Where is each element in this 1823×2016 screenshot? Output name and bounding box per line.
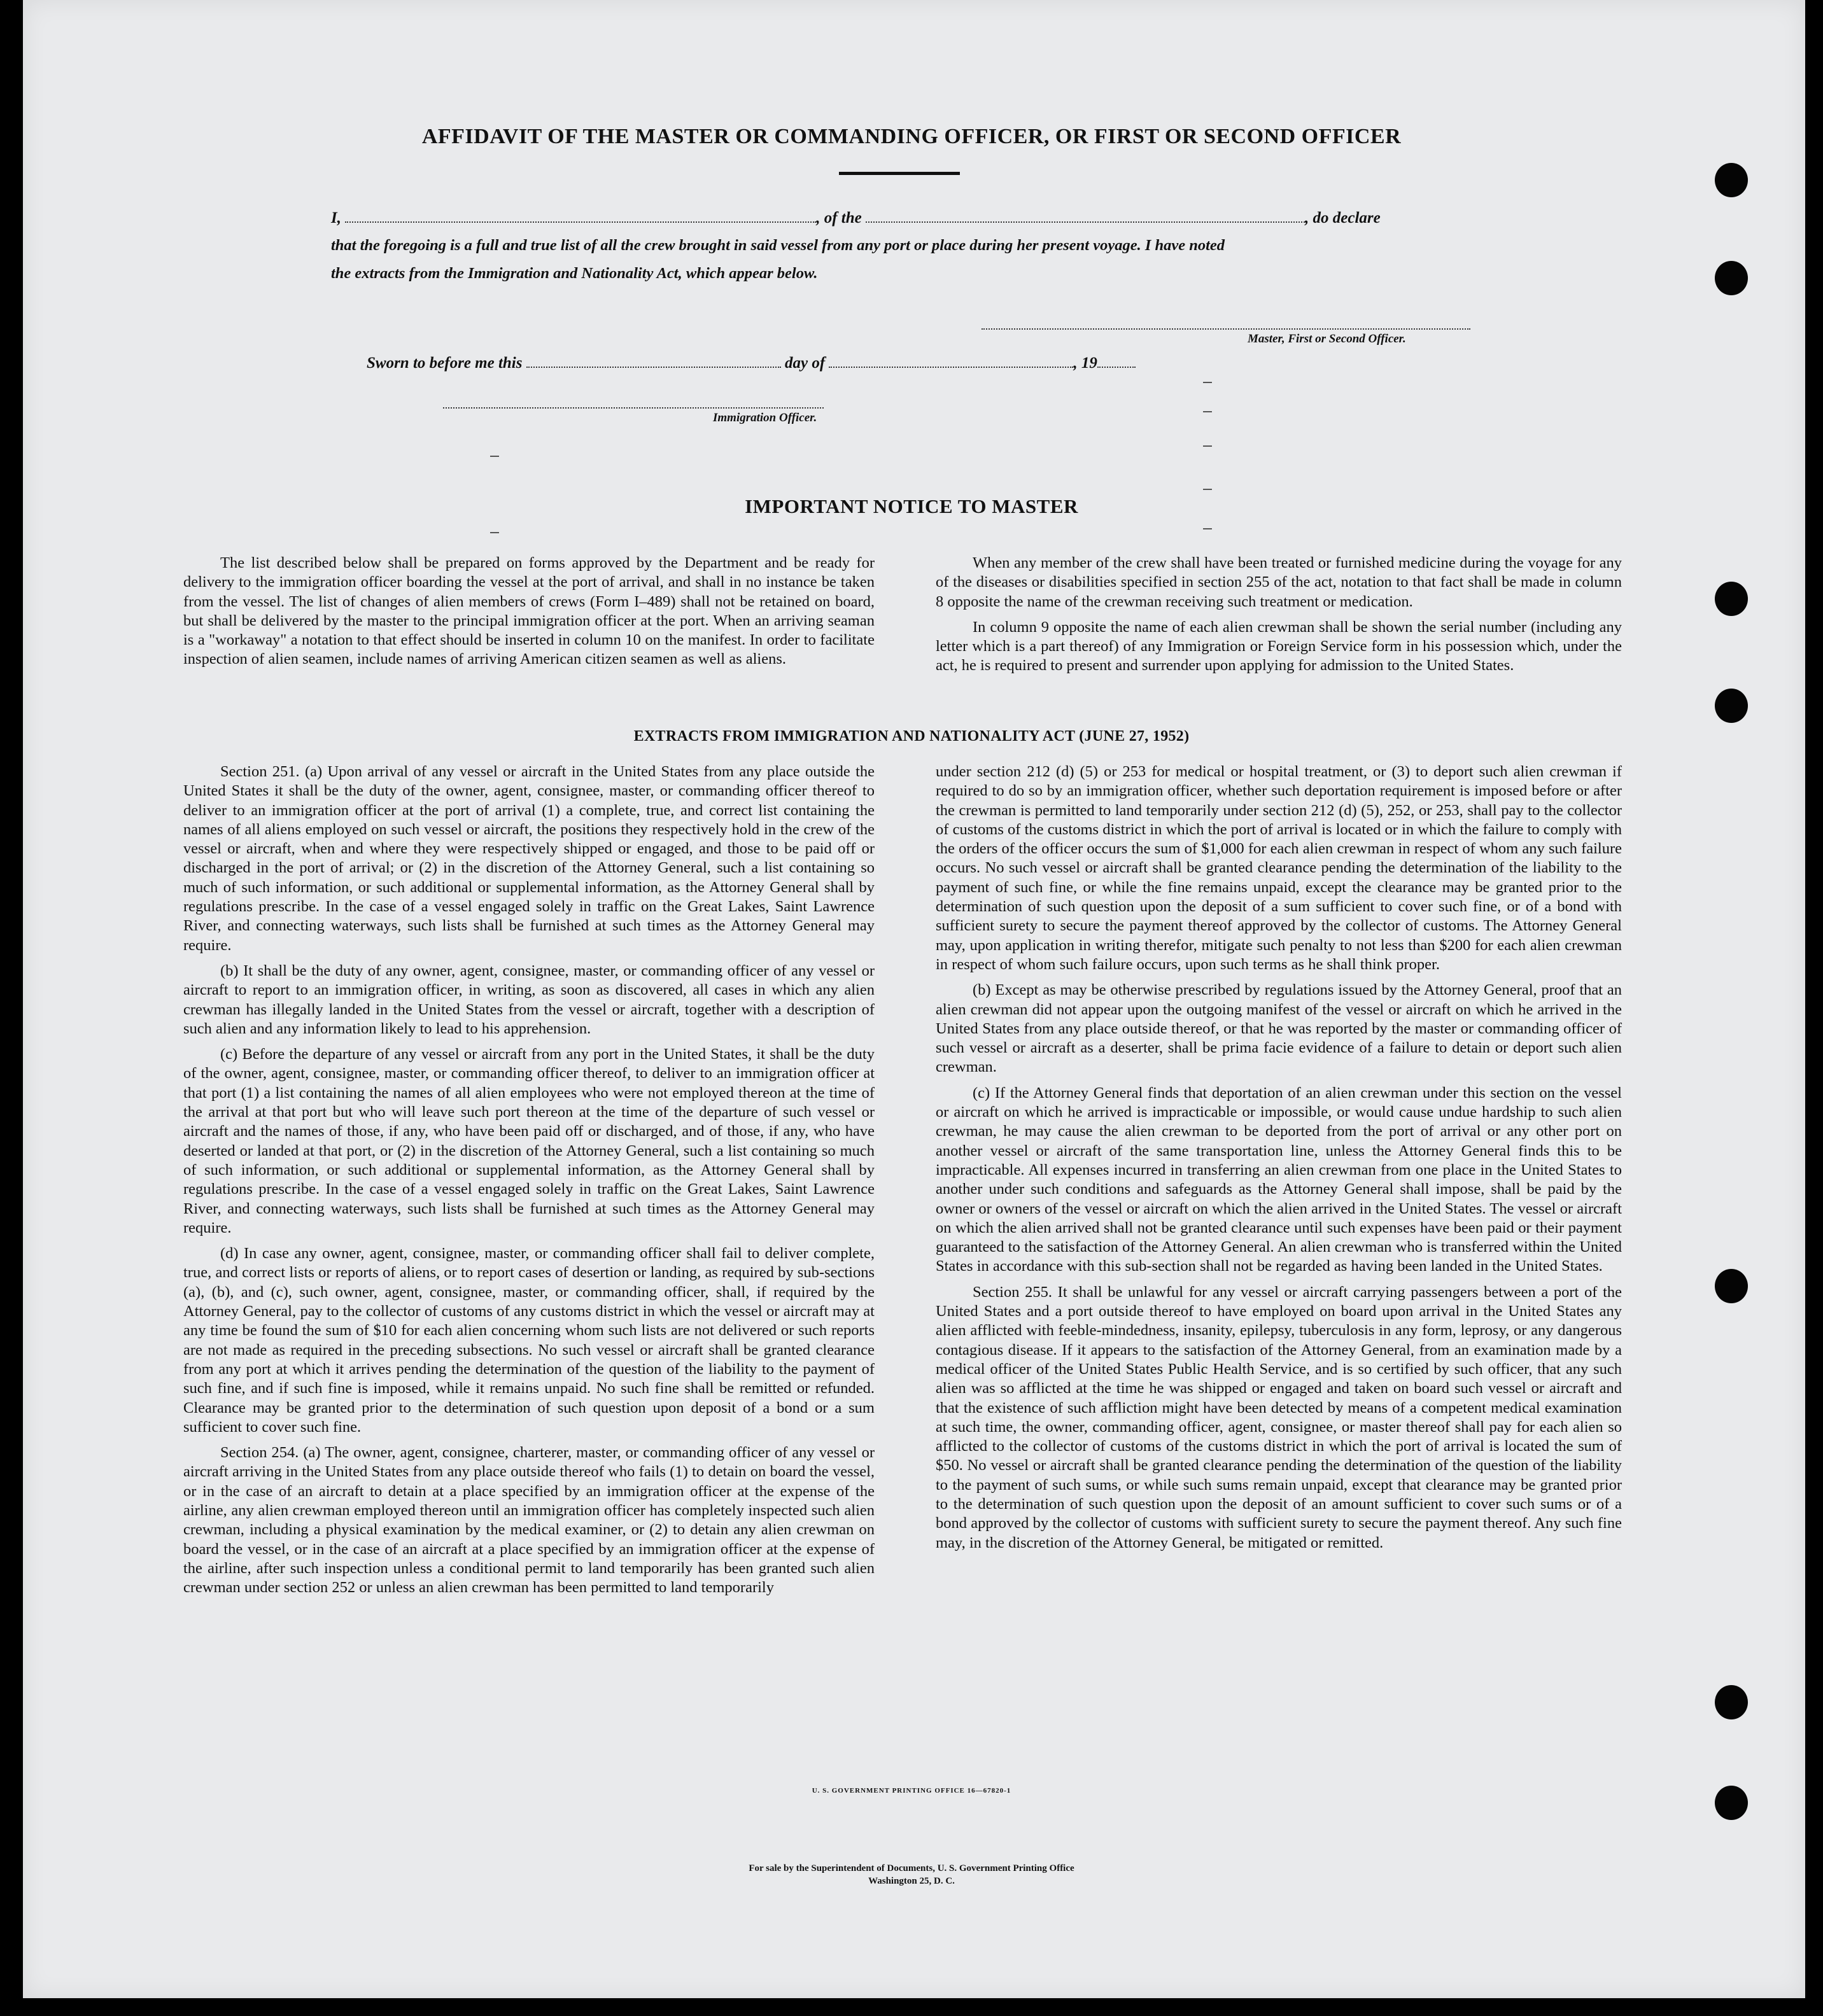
footer-sale-notice [0, 1862, 1823, 1887]
master-signature-label: Master, First or Second Officer. [1248, 332, 1406, 346]
notice-left-column [183, 554, 875, 676]
notice-title: IMPORTANT NOTICE TO MASTER [745, 495, 1078, 517]
declarant-name-field[interactable] [345, 209, 816, 223]
title-rule [839, 172, 960, 175]
extract-paragraph: (b) Except as may be otherwise prescribed by regulations issued by the Attorney General, proof that an alien crewman did not appear upon the outgoing manifest of the vessel or aircraft on which he arrived in the United States from any place outside thereof, or that he was reported by the master or commanding officer of such vessel or aircraft as a deserter, shall be prima facie evidence of a failure to detain or deport such alien crewman. [936, 981, 1622, 1076]
notice-paragraph: In column 9 opposite the name of each alien crewman shall be shown the serial number (including any letter which is a part thereof) of any Immigration or Foreign Service form in his possession which, under the act, he is required to present and surrender upon applying for admission to the United States. [936, 618, 1622, 675]
extract-paragraph: Section 251. (a) Upon arrival of any vessel or aircraft in the United States from any place outside the United States it shall be the duty of the owner, agent, consignee, master, or commanding officer thereof to deliver to an immigration officer at the port of arrival (1) a complete, true, and correct list containing the names of all aliens employed on such vessel or aircraft, the positions they respectively hold in the crew of the vessel or aircraft, when and where they were respectively shipped or engaged, and those to be paid off or discharged in the port of arrival; or (2) in the discretion of the Attorney General, such a list containing so much of such information, or such additional or supplemental information, as the Attorney General shall by regulations prescribe. In the case of a vessel engaged solely in traffic on the Great Lakes, Saint Lawrence River, and connecting waterways, such lists shall be furnished at such times as the Attorney General may require. [183, 763, 875, 954]
declaration-line [331, 209, 1470, 227]
extracts-right-column [936, 762, 1622, 1559]
punch-hole [1715, 582, 1748, 616]
extract-paragraph: Section 254. (a) The owner, agent, consignee, charterer, master, or commanding officer of any vessel or aircraft arriving in the United States from any place outside thereof who fails (1) to detain on board the vessel, or in the case of an aircraft to detain at a place specified by an immigration officer at the expense of the airline, any alien crewman employed thereon until an immigration officer has completely inspected such alien crewman, including a physical examination by the medical examiner, or (2) to detain any alien crewman on board the vessel, or in the case of an aircraft at a place specified by an immigration officer at the expense of the airline, after such inspection unless a conditional permit to land temporarily has been granted such alien crewman under section 252 or unless an alien crewman has been permitted to land temporarily [183, 1444, 875, 1597]
punch-hole [1715, 261, 1748, 295]
officer-signature-label: Immigration Officer. [713, 411, 817, 424]
punch-hole [1715, 1269, 1748, 1303]
extract-paragraph: (d) In case any owner, agent, consignee, master, or commanding officer shall fail to deliver complete, true, and correct lists or reports of aliens, or to report cases of desertion or landing, as required by sub-sections (a), (b), and (c), such owner, agent, consignee, master, or commanding officer, shall, if required by the Attorney General, pay to the collector of customs of any customs district in which the vessel or aircraft may at any time be found the sum of $10 for each alien concerning whom such lists are not delivered or such reports are not made as required in the preceding subsections. No such vessel or aircraft shall be granted clearance from any port at which it arrives pending the determination of the question of the liability to the payment of such fine, and if such fine is imposed, while it remains unpaid. No such fine shall be remitted or refunded. Clearance may be granted prior to the determination of such question upon deposit of a bond or a sum sufficient to cover such fine. [183, 1245, 875, 1436]
printing-office-line: U. S. GOVERNMENT PRINTING OFFICE 16—67820-1 [812, 1787, 1011, 1795]
extract-paragraph: Section 255. It shall be unlawful for any vessel or aircraft carrying passengers between a port of the United States and a port outside thereof to have employed on board upon arrival in the United States any alien afflicted with feeble-mindedness, insanity, epilepsy, tuberculosis in any form, leprosy, or any dangerous contagious disease. If it appears to the satisfaction of the Attorney General, from an examination made by a medical officer of the United States Public Health Service, and is so certified by such officer, that any such alien was so afflicted at the time he was shipped or engaged and taken on board such vessel or aircraft and that the existence of such affliction might have been detected by means of a competent medical examination at such time, the owner, commanding officer, agent, consignee, or master thereof shall pay for each alien so afflicted to the collector of customs of the customs district in which the port of arrival is located the sum of $50. No vessel or aircraft shall be granted clearance pending the determination of the question of the liability to the payment of such sums, or while such sums remain unpaid, except that clearance may be granted prior to the determination of such question upon the deposit of an amount sufficient to cover such sums or of a bond approved by the collector of customs with sufficient surety to secure the payment thereof. Any such fine may, in the discretion of the Attorney General, be mitigated or remitted. [936, 1283, 1622, 1551]
extracts-left-column [183, 762, 875, 1604]
footer-line-1: For sale by the Superintendent of Documents, U. S. Government Printing Office [749, 1863, 1074, 1873]
sworn-month-field[interactable] [829, 354, 1073, 368]
year-label: , 19 [1073, 354, 1097, 372]
tick-mark [1203, 528, 1212, 529]
extract-paragraph: under section 212 (d) (5) or 253 for medical or hospital treatment, or (3) to deport such alien crewman if required to do so by an immigration officer, whether such deportation requirement is imposed before or after the crewman is permitted to land temporarily under section 212 (d) (5), 252, or 253, shall pay to the collector of customs of the customs district in which the port of arrival is located or in which the failure to comply with the orders of the officer occurs the sum of $1,000 for each alien crewman in respect of whom any such failure occurs. No such vessel or aircraft shall be granted clearance pending the determination of the liability to the payment of such fine, or while the fine remains unpaid, except the clearance may be granted prior to the determination of such question upon the deposit of a sum sufficient to cover such fine, or of a bond with sufficient surety to secure the payment thereof approved by the collector of customs. The Attorney General may, upon application in writing therefor, mitigate such penalty to not less than $200 for each alien crewman in respect of whom such failure occurs, upon such terms as he shall think proper. [936, 763, 1622, 973]
extract-paragraph: (b) It shall be the duty of any owner, agent, consignee, master, or commanding officer of any vessel or aircraft to report to an immigration officer, in writing, as soon as discovered, all cases in which any alien crewman has illegally landed in the United States from the vessel or aircraft, together with a description of such alien and any information likely to lead to his apprehension. [183, 962, 875, 1037]
master-signature-line[interactable] [982, 328, 1470, 330]
tick-mark [490, 456, 499, 457]
do-declare-label: , do declare [1305, 209, 1381, 227]
notice-right-column [936, 554, 1622, 682]
tick-mark [1203, 445, 1212, 447]
punch-hole [1715, 689, 1748, 723]
extract-paragraph: (c) Before the departure of any vessel or aircraft from any port in the United States, it shall be the duty of the owner, agent, consignee, master, or commanding officer thereof, to deliver to an immigration officer at that port (1) a list containing the names of all alien employees who were not employed thereon at the time of the arrival at that port but who will leave such port thereon at the time of the departure of such vessel or aircraft and the names of those, if any, who have been paid off or discharged, and of those, if any, who have deserted or landed at that port, or (2) in the discretion of the Attorney General, such a list containing so much of such information, or such additional or supplemental information, as the Attorney General shall by regulations prescribe. In the case of a vessel engaged solely in traffic on the Great Lakes, Saint Lawrence River, and connecting waterways, such lists shall be furnished at such times as the Attorney General may require. [183, 1046, 875, 1236]
sworn-year-field[interactable] [1097, 354, 1136, 368]
vessel-name-field[interactable] [866, 209, 1305, 223]
sworn-day-field[interactable] [526, 354, 781, 368]
notice-paragraph: The list described below shall be prepared on forms approved by the Department and be ready for delivery to the immigration officer boarding the vessel at the port of arrival, and shall in no instance be taken from the vessel. The list of changes of alien members of crews (Form I–489) shall not be retained on board, but shall be delivered by the master to the principal immigration officer at the port. When an arriving seaman is a "workaway" a notation to that effect should be inserted in column 10 on the manifest. In order to facilitate inspection of alien seamen, include names of arriving American citizen seamen as well as aliens. [183, 554, 875, 668]
declaration-text-2: the extracts from the Immigration and Nationality Act, which appear below. [331, 265, 818, 282]
notice-paragraph: When any member of the crew shall have been treated or furnished medicine during the voyage for any of the diseases or disabilities specified in section 255 of the act, notation to that fact shall be made in column 8 opposite the name of the crewman receiving such treatment or medication. [936, 554, 1622, 610]
of-the-label: , of the [816, 209, 862, 227]
sworn-label: Sworn to before me this [367, 354, 523, 372]
tick-mark [1203, 382, 1212, 383]
declaration-text-1: that the foregoing is a full and true list of all the crew brought in said vessel from any port or place during her present voyage. I have noted [331, 237, 1225, 254]
affidavit-title: AFFIDAVIT OF THE MASTER OR COMMANDING OFFICER, OR FIRST OR SECOND OFFICER [421, 125, 1402, 148]
tick-mark [1203, 411, 1212, 412]
extracts-title: EXTRACTS FROM IMMIGRATION AND NATIONALITY ACT (JUNE 27, 1952) [633, 728, 1190, 745]
officer-signature-line[interactable] [443, 407, 824, 409]
sworn-line [367, 354, 1136, 372]
day-of-label: day of [784, 354, 826, 372]
punch-hole [1715, 1685, 1748, 1719]
footer-line-2: Washington 25, D. C. [868, 1876, 955, 1886]
tick-mark [490, 532, 499, 533]
declarant-label: I, [331, 209, 341, 227]
punch-hole [1715, 163, 1748, 197]
extract-paragraph: (c) If the Attorney General finds that deportation of an alien crewman under this section on the vessel or aircraft on which he arrived is impracticable or impossible, or would cause undue hardship to such alien crewman, he may cause the alien crewman to be deported from the port of arrival or any other port on another vessel or aircraft of the same transportation line, unless the Attorney General finds this to be impracticable. All expenses incurred in transferring an alien crewman from one place in the United States to another under such conditions and safeguards as the Attorney General shall impose, shall be paid by the owner or owners of the vessel or aircraft on which the alien arrived in the United States. The vessel or aircraft on which the alien arrived shall not be granted clearance until such expenses have been paid or their payment guaranteed to the satisfaction of the Attorney General. An alien crewman who is transferred within the United States in accordance with this sub-section shall not be regarded as having been landed in the United States. [936, 1084, 1622, 1275]
tick-mark [1203, 489, 1212, 490]
